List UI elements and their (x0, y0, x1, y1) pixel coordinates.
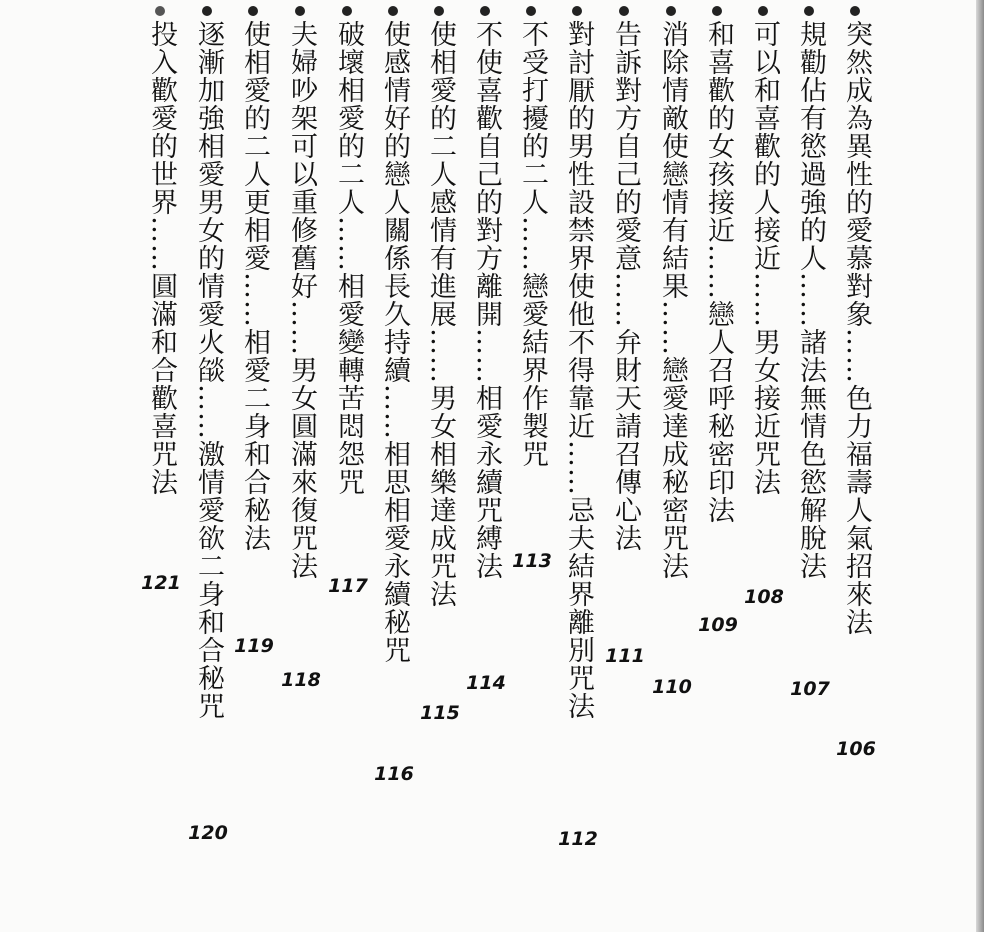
entry-page-number: 119 (234, 635, 274, 657)
entry-title: 不使喜歡自己的對方離開……相愛永續咒縛法 (471, 20, 502, 580)
entry-page-number: 109 (698, 614, 738, 636)
toc-entry (652, 2, 692, 922)
entry-page-number: 107 (790, 678, 830, 700)
bullet-icon (480, 6, 490, 16)
entry-title: 可以和喜歡的人接近……男女接近咒法 (749, 20, 780, 496)
entry-title: 破壞相愛的二人……相愛變轉苦悶怨咒 (333, 20, 364, 496)
entry-page-number: 111 (605, 645, 645, 667)
bullet-icon (202, 6, 212, 16)
bullet-icon (295, 6, 305, 16)
toc-entry (836, 2, 876, 922)
toc-entry (234, 2, 274, 922)
entry-page-number: 114 (466, 672, 506, 694)
entry-page-number: 118 (281, 669, 321, 691)
bullet-icon (342, 6, 352, 16)
toc-entry (188, 2, 228, 922)
entry-title: 使相愛的二人感情有進展……男女相樂達成咒法 (425, 20, 456, 608)
entry-page-number: 117 (328, 575, 368, 597)
entry-title: 夫婦吵架可以重修舊好……男女圓滿來復咒法 (286, 20, 317, 580)
entry-title: 告訴對方自己的愛意……弁財天請召傳心法 (610, 20, 641, 552)
bullet-icon (804, 6, 814, 16)
bullet-icon (434, 6, 444, 16)
toc-entry (466, 2, 506, 922)
toc-entry (374, 2, 414, 922)
toc-entry (512, 2, 552, 922)
bullet-icon (758, 6, 768, 16)
toc-entry (420, 2, 460, 922)
entry-page-number: 121 (141, 572, 181, 594)
entry-page-number: 113 (512, 550, 552, 572)
bullet-icon (666, 6, 676, 16)
bullet-icon (712, 6, 722, 16)
entry-page-number: 120 (188, 822, 228, 844)
toc-entry (328, 2, 368, 922)
entry-page-number: 116 (374, 763, 414, 785)
entry-title: 投入歡愛的世界……圓滿和合歡喜咒法 (146, 20, 177, 496)
entry-title: 規勸佔有慾過強的人……諸法無情色慾解脫法 (795, 20, 826, 580)
toc-entry (698, 2, 738, 922)
toc-entry (790, 2, 830, 922)
entry-title: 使相愛的二人更相愛……相愛二身和合秘法 (239, 20, 270, 552)
toc-entry (744, 2, 784, 922)
entry-title: 對討厭的男性設禁界使他不得靠近……忌夫結界離別咒法 (563, 20, 594, 720)
bullet-icon (572, 6, 582, 16)
toc-entry (605, 2, 645, 922)
entry-title: 突然成為異性的愛慕對象……色力福壽人氣招來法 (841, 20, 872, 636)
entry-page-number: 112 (558, 828, 598, 850)
page-edge-shadow (976, 0, 984, 932)
entry-title: 使感情好的戀人關係長久持續……相思相愛永續秘咒 (379, 20, 410, 664)
bullet-icon (248, 6, 258, 16)
toc-entry (281, 2, 321, 922)
bullet-icon (619, 6, 629, 16)
entry-page-number: 110 (652, 676, 692, 698)
toc-entry (558, 2, 598, 922)
entry-page-number: 106 (836, 738, 876, 760)
bullet-icon (850, 6, 860, 16)
entry-title: 和喜歡的女孩接近……戀人召呼秘密印法 (703, 20, 734, 524)
entry-page-number: 108 (744, 586, 784, 608)
entry-title: 消除情敵使戀情有結果……戀愛達成秘密咒法 (657, 20, 688, 580)
bullet-icon (155, 6, 165, 16)
bullet-icon (526, 6, 536, 16)
bullet-icon (388, 6, 398, 16)
toc-entry (141, 2, 181, 922)
entry-title: 逐漸加強相愛男女的情愛火燄……激情愛欲二身和合秘咒 (193, 20, 224, 720)
entry-page-number: 115 (420, 702, 460, 724)
entry-title: 不受打擾的二人……戀愛結界作製咒 (517, 20, 548, 468)
